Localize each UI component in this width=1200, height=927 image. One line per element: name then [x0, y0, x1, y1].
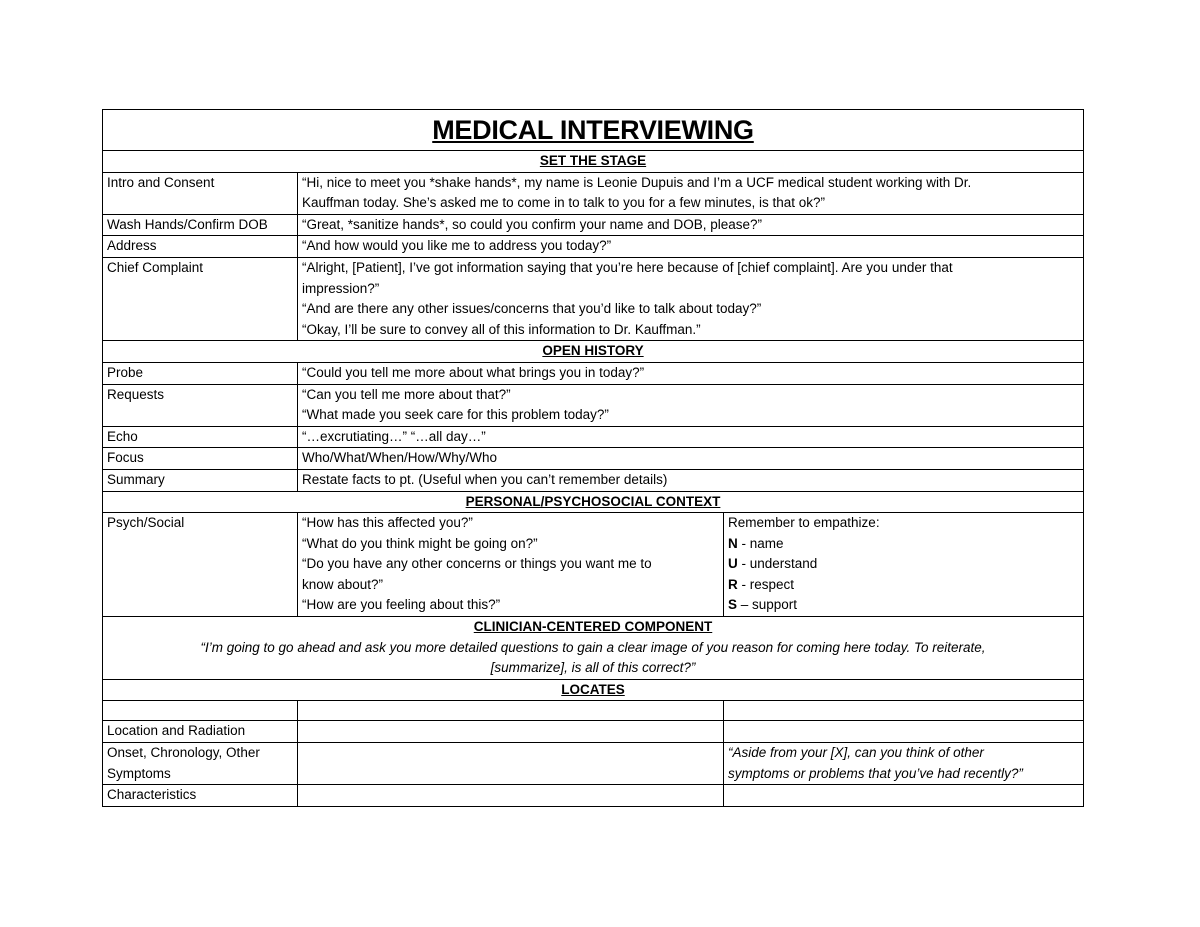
script-line: “Alright, [Patient], I’ve got information saying that you’re here because of [chief complaint]. Are you under that	[302, 259, 953, 275]
row-script-echo	[298, 426, 1084, 448]
section-header-cell	[103, 151, 1084, 173]
section-header-cell	[103, 679, 1084, 701]
empathize-item-r	[728, 575, 1079, 596]
note-line: “Aside from your [X], can you think of other	[728, 745, 984, 761]
section-header-cell	[103, 491, 1084, 513]
empathize-item-n	[728, 534, 1079, 555]
locates-blank-cell	[724, 701, 1084, 721]
empathize-word: - understand	[737, 556, 818, 572]
script-line: “And are there any other issues/concerns that you’d like to talk about today?”	[302, 301, 762, 317]
empathize-letter: N	[728, 535, 738, 551]
clinician-script-line: “I’m going to go ahead and ask you more detailed questions to gain a clear image of you reason for coming here today. To reiterate,	[200, 639, 986, 655]
section-header-psychosocial: PERSONAL/PSYCHOSOCIAL CONTEXT	[465, 493, 721, 509]
empathize-word: - respect	[737, 576, 795, 592]
section-header-set-the-stage: SET THE STAGE	[539, 153, 647, 168]
script-line: know about?”	[302, 576, 384, 592]
script-line: “How are you feeling about this?”	[302, 597, 501, 613]
clinician-cell	[103, 617, 1084, 680]
row-label-focus: Focus	[103, 448, 298, 470]
empathize-letter: S	[728, 597, 738, 613]
script-line: “Do you have any other concerns or things you want me to	[302, 556, 652, 572]
row-script-summary	[298, 469, 1084, 491]
row-label-probe: Probe	[103, 362, 298, 384]
row-label-psych-social: Psych/Social	[103, 513, 298, 617]
row-label-summary: Summary	[103, 469, 298, 491]
section-header-cell	[103, 341, 1084, 363]
row-label-chief-complaint: Chief Complaint	[103, 257, 298, 340]
script-line: “Hi, nice to meet you *shake hands*, my name is Leonie Dupuis and I’m a UCF medical student working with Dr.	[302, 174, 972, 190]
locates-blank-cell	[724, 785, 1084, 807]
script-line: “And how would you like me to address you today?”	[302, 238, 612, 254]
empathize-letter: U	[728, 556, 738, 572]
row-label-wash-hands: Wash Hands/Confirm DOB	[103, 214, 298, 236]
label-line: Onset, Chronology, Other	[107, 745, 260, 761]
locates-blank-label	[103, 701, 298, 721]
script-line: Who/What/When/How/Why/Who	[302, 450, 498, 466]
script-line: “Okay, I’ll be sure to convey all of this information to Dr. Kauffman.”	[302, 321, 701, 337]
script-line: “How has this affected you?”	[302, 515, 473, 531]
script-line: “Great, *sanitize hands*, so could you confirm your name and DOB, please?”	[302, 216, 762, 232]
row-script-address	[298, 236, 1084, 258]
row-label-intro-consent: Intro and Consent	[103, 172, 298, 214]
locates-blank-cell	[298, 785, 724, 807]
row-label-location-radiation: Location and Radiation	[103, 721, 298, 743]
script-line: “…excrutiating…” “…all day…”	[302, 428, 486, 444]
row-label-address: Address	[103, 236, 298, 258]
script-line: “Could you tell me more about what brings you in today?”	[302, 364, 645, 380]
locates-blank-cell	[298, 743, 724, 785]
empathize-title: Remember to empathize:	[728, 515, 880, 531]
script-line: Kauffman today. She’s asked me to come in to talk to you for a few minutes, is that ok?”	[302, 195, 826, 211]
onset-note	[724, 743, 1084, 785]
row-script-probe	[298, 362, 1084, 384]
row-script-psych-social	[298, 513, 724, 617]
script-line: Restate facts to pt. (Useful when you can’t remember details)	[302, 471, 668, 487]
empathize-note	[724, 513, 1084, 617]
note-line: symptoms or problems that you’ve had recently?”	[728, 765, 1023, 781]
empathize-item-u	[728, 554, 1079, 575]
locates-blank-cell	[298, 701, 724, 721]
row-script-chief-complaint	[298, 257, 1084, 340]
row-script-focus	[298, 448, 1084, 470]
empathize-word: – support	[737, 597, 798, 613]
title-cell	[103, 110, 1084, 151]
medical-interviewing-table	[102, 109, 1084, 807]
row-label-echo: Echo	[103, 426, 298, 448]
clinician-script-line: [summarize], is all of this correct?”	[490, 660, 696, 676]
row-script-wash-hands	[298, 214, 1084, 236]
section-header-clinician: CLINICIAN-CENTERED COMPONENT	[473, 619, 713, 635]
script-line: “What do you think might be going on?”	[302, 535, 538, 551]
page-title: MEDICAL INTERVIEWING	[432, 115, 754, 145]
script-line: “Can you tell me more about that?”	[302, 386, 511, 402]
empathize-item-s	[728, 595, 1079, 616]
row-label-characteristics: Characteristics	[103, 785, 298, 807]
locates-blank-cell	[298, 721, 724, 743]
empathize-letter: R	[728, 576, 738, 592]
row-label-onset	[103, 743, 298, 785]
row-script-intro-consent	[298, 172, 1084, 214]
section-header-locates: LOCATES	[561, 681, 625, 697]
script-line: impression?”	[302, 280, 380, 296]
section-header-open-history: OPEN HISTORY	[542, 343, 644, 359]
label-line: Symptoms	[107, 765, 171, 781]
locates-blank-cell	[724, 721, 1084, 743]
empathize-word: - name	[737, 535, 784, 551]
row-script-requests	[298, 384, 1084, 426]
row-label-requests: Requests	[103, 384, 298, 426]
script-line: “What made you seek care for this problem today?”	[302, 407, 609, 423]
